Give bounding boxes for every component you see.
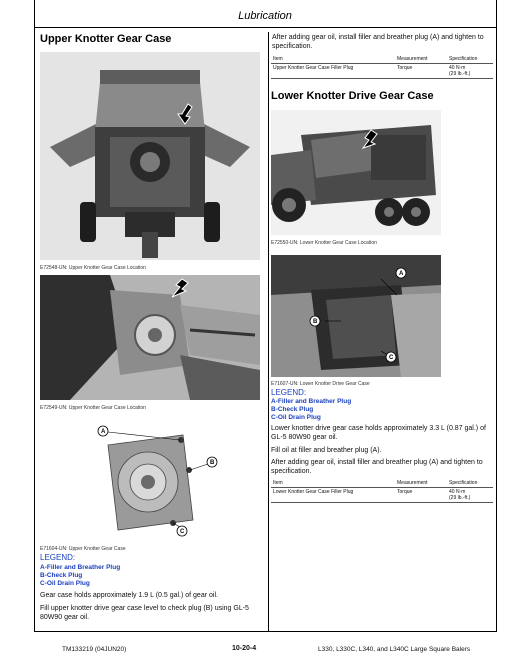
paragraph: After adding gear oil, install filler and breather plug (A) and tighten to specification. xyxy=(271,459,483,475)
spec-value-imperial: (29 lb.-ft.) xyxy=(449,495,471,501)
table-cell: Torque xyxy=(395,64,447,79)
spec-table xyxy=(271,479,493,503)
figure-caption: E72548-UN: Upper Knotter Gear Case Location xyxy=(40,265,146,271)
legend-item: A-Filler and Breather Plug xyxy=(271,398,352,405)
table-header: Measurement xyxy=(395,479,447,488)
table-header: Item xyxy=(271,55,395,64)
table-cell: Lower Knotter Gear Case Filler Plug xyxy=(271,488,395,503)
paragraph: Lower knotter drive gear case holds approximately 3.3 L (0.87 gal.) of GL-5 80W90 gear oil. xyxy=(271,425,486,441)
figure-caption: E72549-UN: Upper Knotter Gear Case Location xyxy=(40,405,146,411)
callout-c-label: C xyxy=(180,529,185,535)
spec-value: 40 N·m xyxy=(449,489,466,495)
callout-b-label: B xyxy=(210,460,215,466)
section-title-upper-knotter: Upper Knotter Gear Case xyxy=(40,33,172,45)
footer-page-number: 10-20-4 xyxy=(232,645,257,652)
footer-product: L330, L330C, L340, and L340C Large Square Balers xyxy=(318,646,471,653)
paragraph: After adding gear oil, install filler and breather plug (A) and tighten to specification. xyxy=(272,34,484,50)
table-header: Measurement xyxy=(395,55,447,64)
callout-c-label: C xyxy=(389,355,394,361)
lower-gear-case-photo xyxy=(271,255,441,377)
section-title-lower-knotter: Lower Knotter Drive Gear Case xyxy=(271,90,434,102)
table-header: Specification xyxy=(447,55,493,64)
legend-title: LEGEND: xyxy=(271,388,307,397)
spec-value-imperial: (29 lb.-ft.) xyxy=(449,71,471,77)
column-divider xyxy=(268,32,269,632)
frame-right-rule xyxy=(496,0,497,632)
table-cell: Upper Knotter Gear Case Filler Plug xyxy=(271,64,395,79)
page-header-title: Lubrication xyxy=(238,10,292,22)
spec-value: 40 N·m xyxy=(449,65,466,71)
paragraph: Fill upper knotter drive gear case level to check plug (B) using GL-5 80W90 gear oil. xyxy=(40,605,249,621)
footer-rule xyxy=(34,631,497,632)
legend-item: C-Oil Drain Plug xyxy=(271,414,321,421)
baler-rear-photo xyxy=(40,52,260,260)
header-rule xyxy=(34,27,497,28)
frame-left-rule xyxy=(34,0,35,632)
figure-caption: E71604-UN: Upper Knotter Gear Case xyxy=(40,546,126,552)
figure-caption: E71607-UN: Lower Knotter Drive Gear Case xyxy=(271,381,370,387)
callout-b-label: B xyxy=(313,319,318,325)
footer-doc-id: TM133219 (04JUN20) xyxy=(62,646,127,653)
legend-item: B-Check Plug xyxy=(40,572,83,579)
callout-a-label: A xyxy=(101,429,106,435)
paragraph: Gear case holds approximately 1.9 L (0.5 gal.) of gear oil. xyxy=(40,592,218,599)
callout-a-label: A xyxy=(399,271,404,277)
knotter-closeup-photo xyxy=(40,275,260,400)
gear-case-diagram xyxy=(88,420,218,540)
figure-caption: E72550-UN: Lower Knotter Gear Case Location xyxy=(271,240,377,246)
table-cell xyxy=(447,64,493,79)
table-header: Item xyxy=(271,479,395,488)
baler-side-photo xyxy=(271,110,441,235)
legend-item: A-Filler and Breather Plug xyxy=(40,564,121,571)
spec-table xyxy=(271,55,493,79)
paragraph: Fill oil at filler and breather plug (A). xyxy=(271,447,382,454)
legend-title: LEGEND: xyxy=(40,553,76,562)
table-cell: Torque xyxy=(395,488,447,503)
legend-item: B-Check Plug xyxy=(271,406,314,413)
table-cell xyxy=(447,488,493,503)
legend-item: C-Oil Drain Plug xyxy=(40,580,90,587)
table-header: Specification xyxy=(447,479,493,488)
